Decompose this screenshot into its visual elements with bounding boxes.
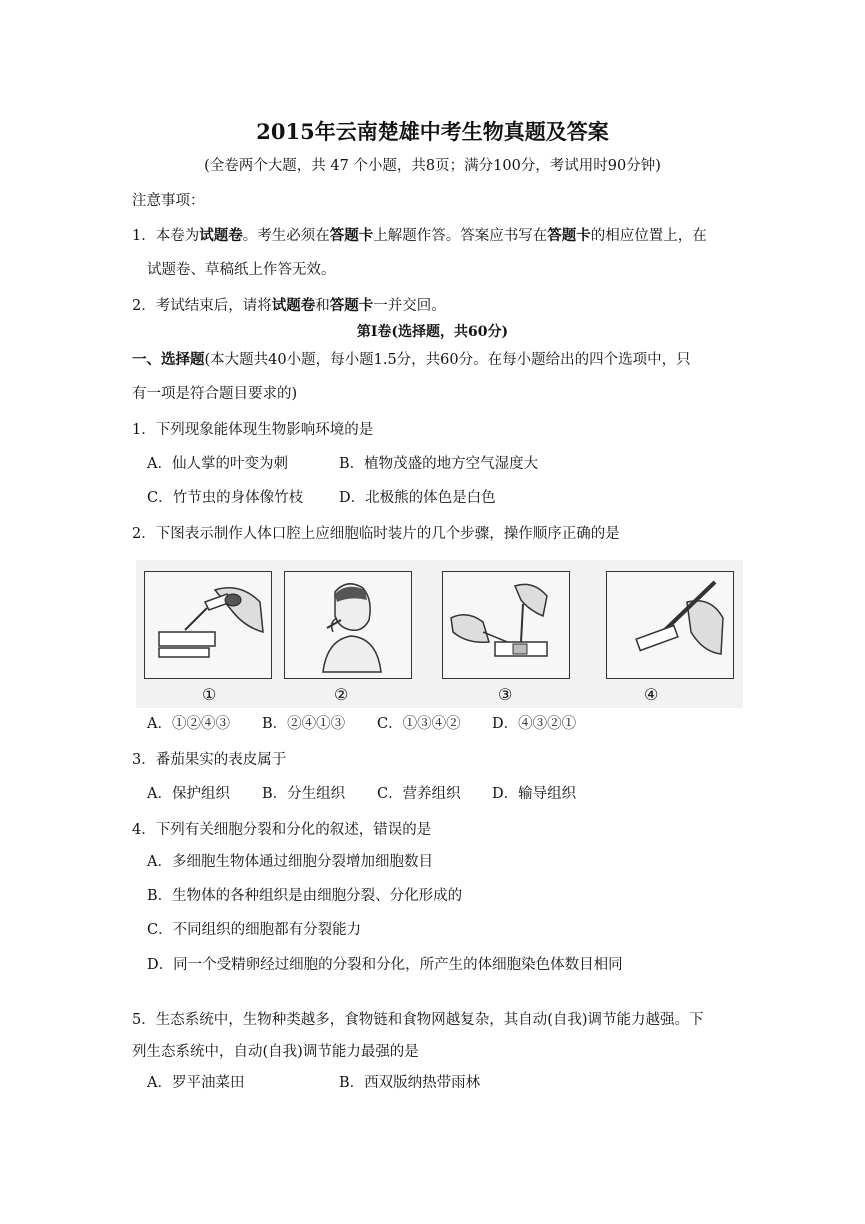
q2-option-a: A．①②④③ <box>147 716 230 732</box>
section1-header-cont: 有一项是符合题目要求的) <box>132 386 298 402</box>
q1-stem: 1．下列现象能体现生物影响环境的是 <box>132 422 374 438</box>
q1-option-d: D．北极熊的体色是白色 <box>339 490 496 506</box>
slide-preparation-figure <box>136 560 743 708</box>
q5-stem-cont: 列生态系统中，自动(自我)调节能力最强的是 <box>132 1044 419 1060</box>
q2-option-c: C．①③④② <box>377 716 461 732</box>
notice-heading: 注意事项： <box>132 193 205 209</box>
figure-label-2: ② <box>334 685 349 704</box>
q5-stem: 5．生态系统中，生物种类越多，食物链和食物网越复杂，其自动(自我)调节能力越强。下 <box>132 1012 704 1028</box>
step-4-panel <box>606 571 734 679</box>
q3-option-b: B．分生组织 <box>262 786 346 802</box>
coverslip-illustration <box>607 572 733 678</box>
notice-item-1-cont: 试题卷、草稿纸上作答无效。 <box>147 262 336 278</box>
notice-item-2: 2．考试结束后，请将试题卷和答题卡一并交回。 <box>132 297 446 314</box>
q4-option-a: A．多细胞生物体通过细胞分裂增加细胞数目 <box>147 854 433 870</box>
q2-option-d: D．④③②① <box>492 716 577 732</box>
q3-option-d: D．输导组织 <box>492 786 577 802</box>
exam-info: (全卷两个大题，共 47 个小题，共8页；满分100分，考试用时90分钟) <box>204 158 661 174</box>
step-3-panel <box>442 571 570 679</box>
q4-option-c: C．不同组织的细胞都有分裂能力 <box>147 922 362 938</box>
part1-heading: 第Ⅰ卷(选择题，共60分) <box>356 324 509 340</box>
q1-option-b: B．植物茂盛的地方空气湿度大 <box>339 456 539 472</box>
step-1-panel <box>144 571 272 679</box>
notice-item-1: 1．本卷为试题卷。考生必须在答题卡上解题作答。答案应书写在答题卡的相应位置上，在 <box>132 227 707 244</box>
q4-option-d: D．同一个受精卵经过细胞的分裂和分化，所产生的体细胞染色体数目相同 <box>147 957 623 973</box>
q2-option-b: B．②④①③ <box>262 716 346 732</box>
q4-option-b: B．生物体的各种组织是由细胞分裂、分化形成的 <box>147 888 463 904</box>
figure-label-3: ③ <box>498 685 513 704</box>
forceps-and-dropper-illustration <box>443 572 569 678</box>
section1-header: 一、选择题(本大题共40小题，每小题1.5分，共60分。在每小题给出的四个选项中，只 <box>132 351 691 368</box>
dropper-on-slide-illustration <box>145 572 271 678</box>
step-2-panel <box>284 571 412 679</box>
figure-label-1: ① <box>202 685 217 704</box>
q1-option-a: A．仙人掌的叶变为刺 <box>147 456 288 472</box>
q3-option-a: A．保护组织 <box>147 786 230 802</box>
q1-option-c: C．竹节虫的身体像竹枝 <box>147 490 304 506</box>
q3-stem: 3．番茄果实的表皮属于 <box>132 752 287 768</box>
q5-option-a: A．罗平油菜田 <box>147 1075 245 1091</box>
q2-stem: 2．下图表示制作人体口腔上应细胞临时装片的几个步骤，操作顺序正确的是 <box>132 526 620 542</box>
q4-stem: 4．下列有关细胞分裂和分化的叙述，错误的是 <box>132 822 432 838</box>
person-scraping-cheek-illustration <box>285 572 411 678</box>
q5-option-b: B．西双版纳热带雨林 <box>339 1075 481 1091</box>
figure-label-4: ④ <box>644 685 659 704</box>
q3-option-c: C．营养组织 <box>377 786 461 802</box>
page-title: 2015年云南楚雄中考生物真题及答案 <box>256 119 609 144</box>
